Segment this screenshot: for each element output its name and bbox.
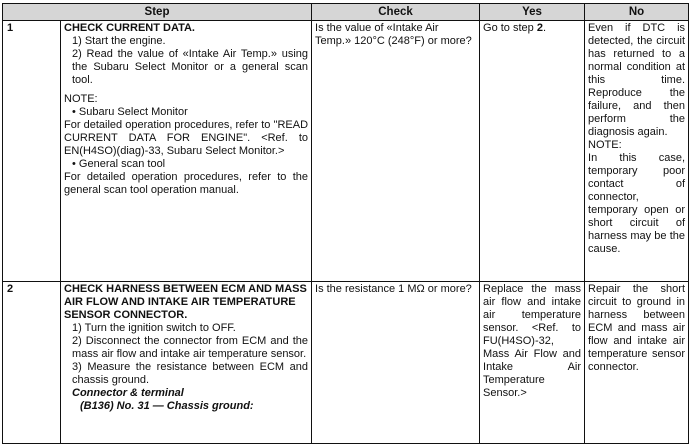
step-item: 1) Start the engine. bbox=[72, 35, 166, 47]
step-title: CHECK CURRENT DATA. bbox=[64, 22, 195, 34]
connector-value: (B136) No. 31 — Chassis ground: bbox=[80, 400, 254, 412]
step-number: 1 bbox=[3, 21, 61, 282]
step-number: 2 bbox=[3, 282, 61, 444]
note-bullet: • Subaru Select Monitor bbox=[72, 106, 188, 118]
connector-label: Connector & terminal bbox=[72, 387, 184, 399]
no-cell: Repair the short circuit to ground in harness between ECM and mass air flow and intake air temperature sensor connector. bbox=[585, 282, 689, 444]
step-item: 2) Disconnect the connector from ECM and the mass air flow and intake air temperature sensor. bbox=[72, 335, 309, 360]
no-text: Even if DTC is detected, the circuit has returned to a normal condition at this time. Reproduce the failure, and then perform the diagnosis again. bbox=[588, 22, 686, 138]
note-text: For detailed operation procedures, refer to "READ CURRENT DATA FOR ENGINE". <Ref. to EN(H4SO)(diag)-33, Subaru Select Monitor.> bbox=[64, 119, 309, 157]
no-note-label: NOTE: bbox=[588, 139, 622, 151]
no-note-text: In this case, temporary poor contact of connector, temporary open or short circuit of harness may be the cause. bbox=[588, 152, 686, 255]
step-cell bbox=[61, 21, 312, 282]
yes-cell bbox=[480, 21, 585, 282]
yes-suffix: . bbox=[542, 22, 547, 34]
yes-text: Go to step bbox=[483, 22, 537, 34]
header-check: Check bbox=[312, 4, 480, 21]
step-item: 1) Turn the ignition switch to OFF. bbox=[72, 322, 236, 334]
step-item: 2) Read the value of «Intake Air Temp.» using the Subaru Select Monitor or a general scan tool. bbox=[72, 48, 309, 86]
note-text: For detailed operation procedures, refer to the general scan tool operation manual. bbox=[64, 171, 309, 196]
header-no: No bbox=[585, 4, 689, 21]
yes-cell: Replace the mass air flow and intake air temperature sensor. <Ref. to FU(H4SO)-32, Mass Air Flow and Intake Air Temperature Sensor.> bbox=[480, 282, 585, 444]
yes-step-number: 2 bbox=[536, 22, 543, 34]
diagnostic-table bbox=[2, 3, 689, 444]
step-cell bbox=[61, 282, 312, 444]
table-row bbox=[3, 282, 689, 444]
header-step: Step bbox=[3, 4, 312, 21]
table-row bbox=[3, 21, 689, 282]
header-yes: Yes bbox=[480, 4, 585, 21]
check-cell: Is the value of «Intake Air Temp.» 120°C (248°F) or more? bbox=[312, 21, 480, 282]
no-cell bbox=[585, 21, 689, 282]
check-cell: Is the resistance 1 MΩ or more? bbox=[312, 282, 480, 444]
header-row bbox=[3, 4, 689, 21]
note-bullet: • General scan tool bbox=[72, 158, 166, 170]
note-label: NOTE: bbox=[64, 93, 98, 105]
step-title: CHECK HARNESS BETWEEN ECM AND MASS AIR FLOW AND INTAKE AIR TEMPERATURE SENSOR CONNECTOR. bbox=[64, 283, 307, 321]
step-item: 3) Measure the resistance between ECM and chassis ground. bbox=[72, 361, 309, 386]
